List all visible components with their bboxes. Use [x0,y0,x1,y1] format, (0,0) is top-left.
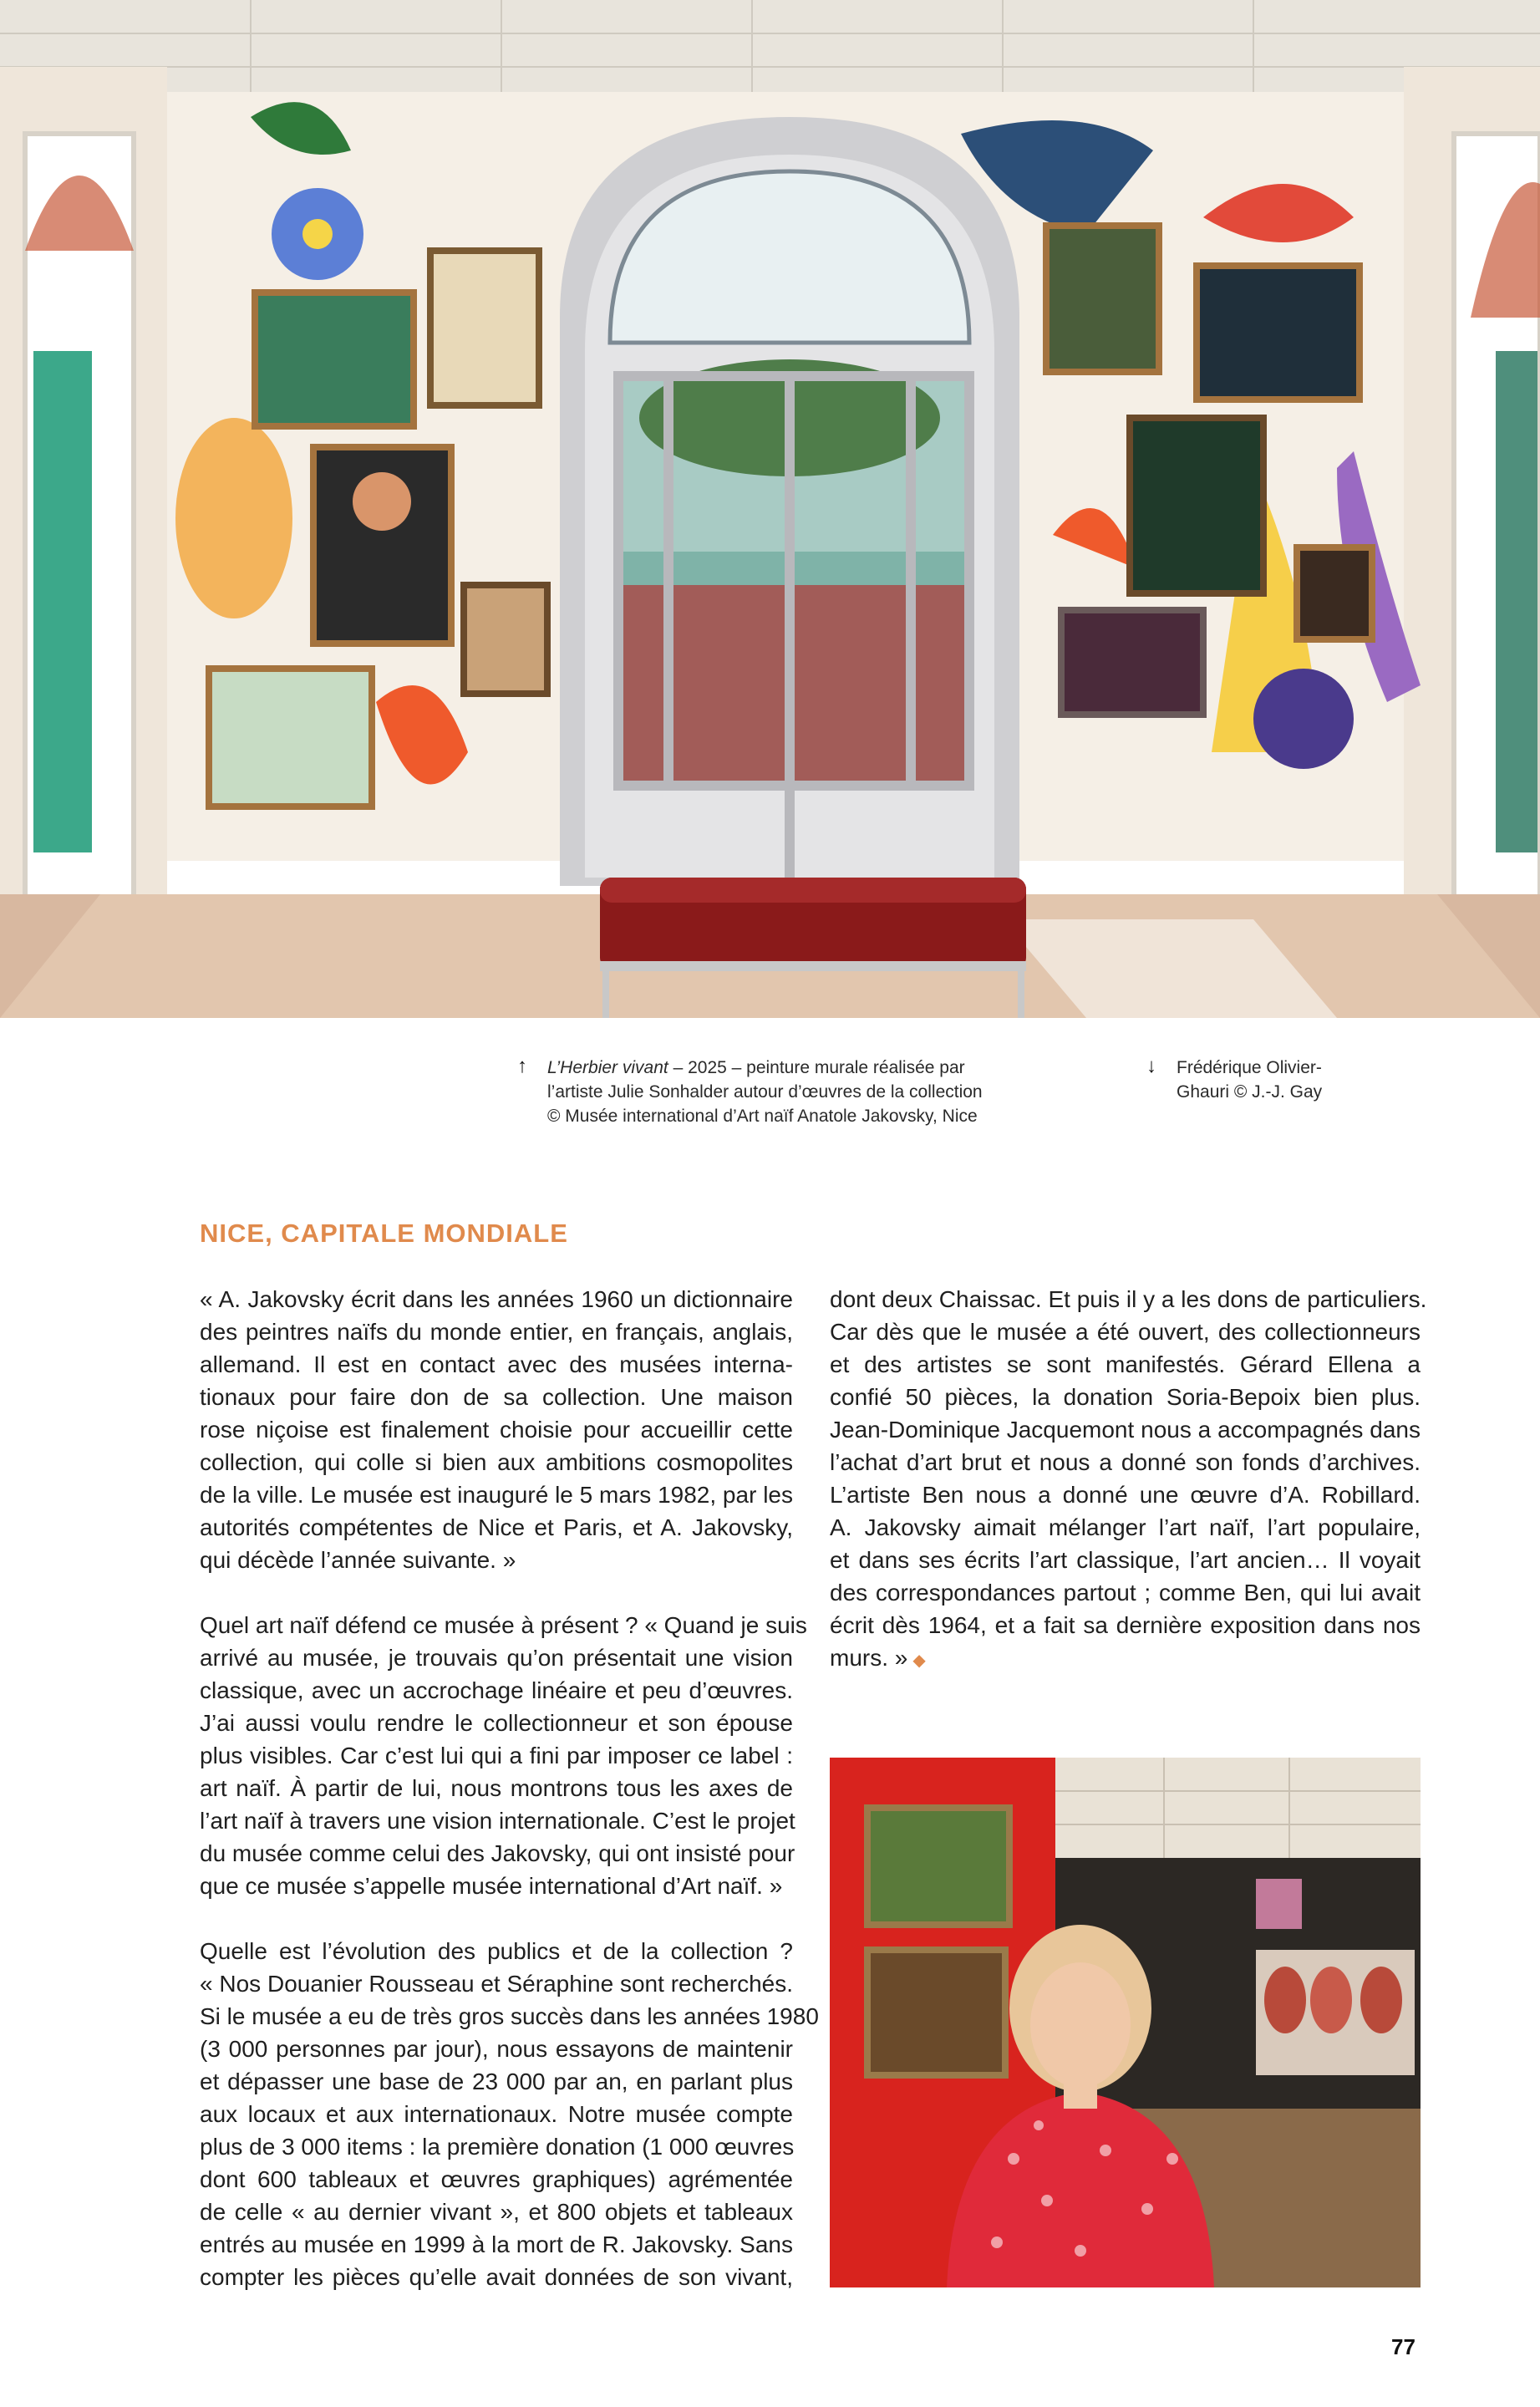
left-paragraph-3: Quelle est l’évolution des publics et de la collection ? « Nos Douanier Rousseau et Séraphine sont recherchés. Si le musée a eu de très gros succès dans les années 1980 (3 000 personnes par jour), nous essayons de maintenir et dépasser une base de 23 000 par an, en parlant plus aux locaux et aux internationaux. Notre musée compte plus de 3 000 items : la première donation (1 000 œuvres dont 600 tableaux et œuvres graphiques) agrémentée de celle « au dernier vivant », et 800 objets et tableaux entrés au musée en 1999 à la mort de R. Jakovsky. Sans compter les pièces qu’elle avait données de son vivant, [200,1938,819,2290]
hero-photo [0,0,1540,1018]
caption-left-line1: – 2025 – peinture murale réalisée par [668,1058,965,1077]
caption-left-line2: l’artiste Julie Sonhalder autour d’œuvres de la collection [547,1082,983,1102]
page-number: 77 [1391,2334,1415,2359]
caption-right-line2: Ghauri © J.-J. Gay [1177,1082,1323,1102]
article-left-column [200,1283,819,2326]
left-paragraph-2: Quel art naïf défend ce musée à présent ? « Quand je suis arrivé au musée, je trouvais qu’on présentait une vision classique, avec un accrochage linéaire et peu d’œuvres. J’ai aussi voulu rendre le collectionneur et son épouse plus visibles. Car c’est lui qui a fini par imposer ce label : art naïf. À partir de lui, nous montrons tous les axes de l’art naïf à travers une vision internationale. C’est le projet du musée comme celui des Jakovsky, qui ont insisté pour que ce musée s’appelle musée international d’Art naïf. » [200,1612,807,1899]
section-heading: NICE, CAPITALE MONDIALE [200,1219,568,1248]
caption-right-line1: Frédérique Olivier- [1177,1058,1322,1077]
arrow-down-icon: ↓ [1146,1055,1156,1077]
artwork-title: L’Herbier vivant [547,1058,668,1077]
portrait-photo [830,1758,1421,2287]
caption-left-line3: © Musée international d’Art naïf Anatole Jakovsky, Nice [547,1107,978,1126]
end-of-article-diamond-icon: ◆ [912,1651,926,1670]
article-right-column [830,1283,1427,1710]
right-paragraph-1: dont deux Chaissac. Et puis il y a les dons de particuliers. Car dès que le musée a été ouvert, des collectionneurs et des artistes se sont manifestés. Gérard Ellena a confié 50 pièces, la donation Soria-Bepoix bien plus. Jean-Dominique Jacquemont nous a accompagnés dans l’achat d’art brut et nous a donné son fonds d’archives. L’artiste Ben nous a donné une œuvre d’A. Robillard. A. Jakovsky aimait mélanger l’art naïf, l’art populaire, et dans ses écrits l’art classique, l’art ancien… Il voyait des correspondances partout ; comme Ben, qui lui avait écrit dès 1964, et a fait sa dernière exposition dans nos murs. » ◆ [830,1286,1427,1671]
photo-caption-right [1146,1055,1323,1104]
arrow-up-icon: ↑ [517,1055,527,1077]
photo-caption-left [517,1055,983,1128]
left-paragraph-1: « A. Jakovsky écrit dans les années 1960 un dictionnaire des peintres naïfs du monde entier, en français, anglais, allemand. Il est en contact avec des musées interna- tionaux pour faire don de sa collection. Une maison rose niçoise est finalement choisie pour accueillir cette collection, qui colle si bien aux ambitions cosmopolites de la ville. Le musée est inauguré le 5 mars 1982, par les autorités compétentes de Nice et Paris, et A. Jakovsky, qui décède l’année suivante. » [200,1286,793,1573]
